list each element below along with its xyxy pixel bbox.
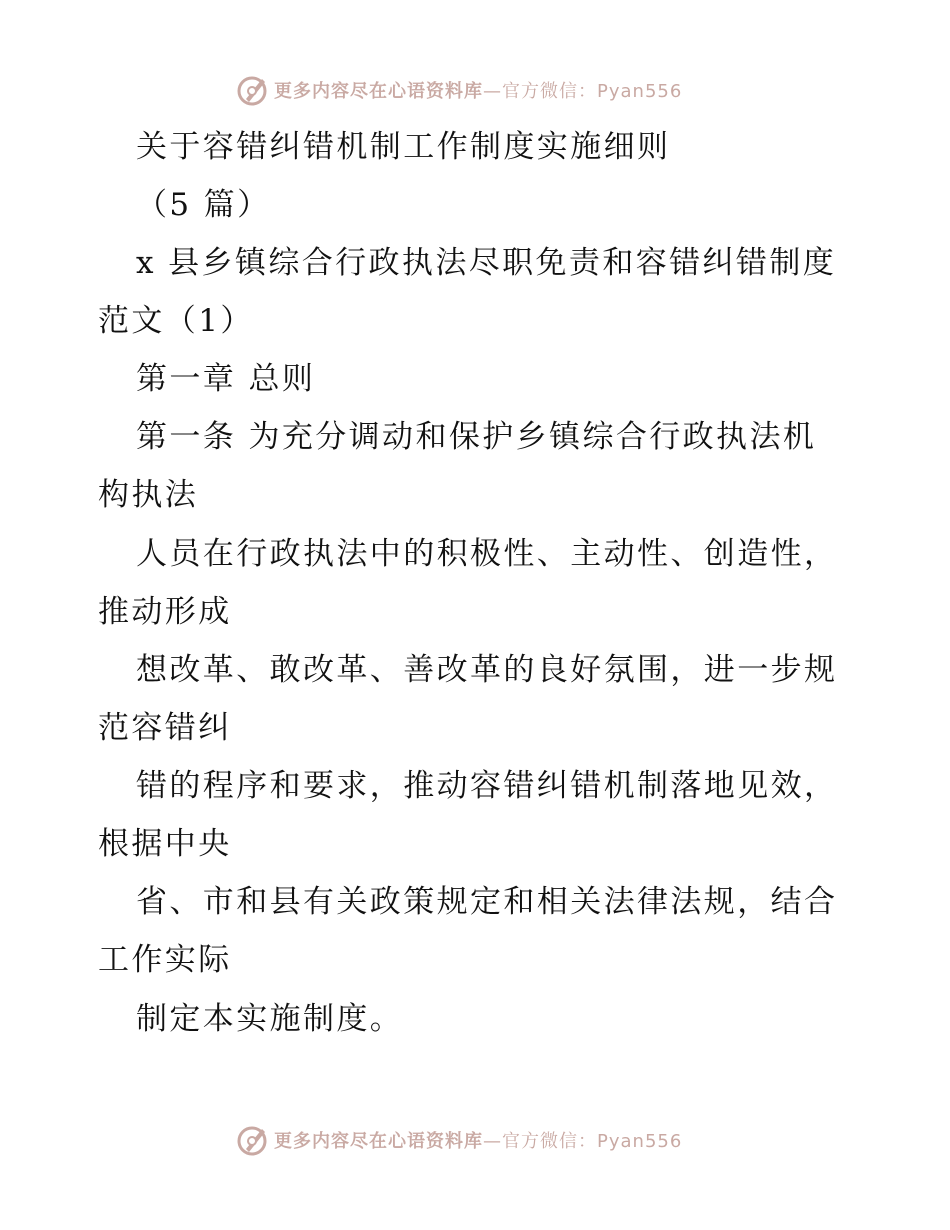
paragraph-line: 想改革、敢改革、善改革的良好氛围，进一步规	[136, 652, 838, 688]
chapter-heading: 第一章 总则	[136, 361, 316, 397]
paragraph-line: 根据中央	[98, 826, 232, 862]
paragraph-line: 工作实际	[98, 942, 232, 978]
paragraph-line: 省、市和县有关政策规定和相关法律法规，结合	[136, 884, 838, 920]
paragraph-line: 第一条 为充分调动和保护乡镇综合行政执法机	[136, 419, 817, 455]
section-heading-line: 范文（1）	[98, 303, 254, 339]
watermark-text: 更多内容尽在心语资料库	[274, 81, 483, 102]
document-title: 关于容错纠错机制工作制度实施细则	[136, 129, 671, 165]
paragraph-line: 错的程序和要求，推动容错纠错机制落地见效，	[136, 768, 838, 804]
watermark-wechat: —官方微信：Pyan556	[483, 81, 683, 102]
paragraph-line: 人员在行政执法中的积极性、主动性、创造性，	[136, 536, 838, 572]
header-watermark	[236, 73, 682, 107]
pen-logo-icon	[236, 73, 270, 107]
pen-logo-icon	[236, 1123, 270, 1157]
footer-watermark	[236, 1123, 682, 1157]
watermark-wechat: —官方微信：Pyan556	[483, 1131, 683, 1152]
paragraph-line: 构执法	[98, 477, 199, 513]
paragraph-line: 推动形成	[98, 594, 232, 630]
document-subtitle: （5 篇）	[136, 187, 271, 223]
section-heading-line: x 县乡镇综合行政执法尽职免责和容错纠错制度	[136, 245, 837, 281]
watermark-text: 更多内容尽在心语资料库	[274, 1131, 483, 1152]
paragraph-line: 制定本实施制度。	[136, 1001, 404, 1037]
paragraph-line: 范容错纠	[98, 710, 232, 746]
